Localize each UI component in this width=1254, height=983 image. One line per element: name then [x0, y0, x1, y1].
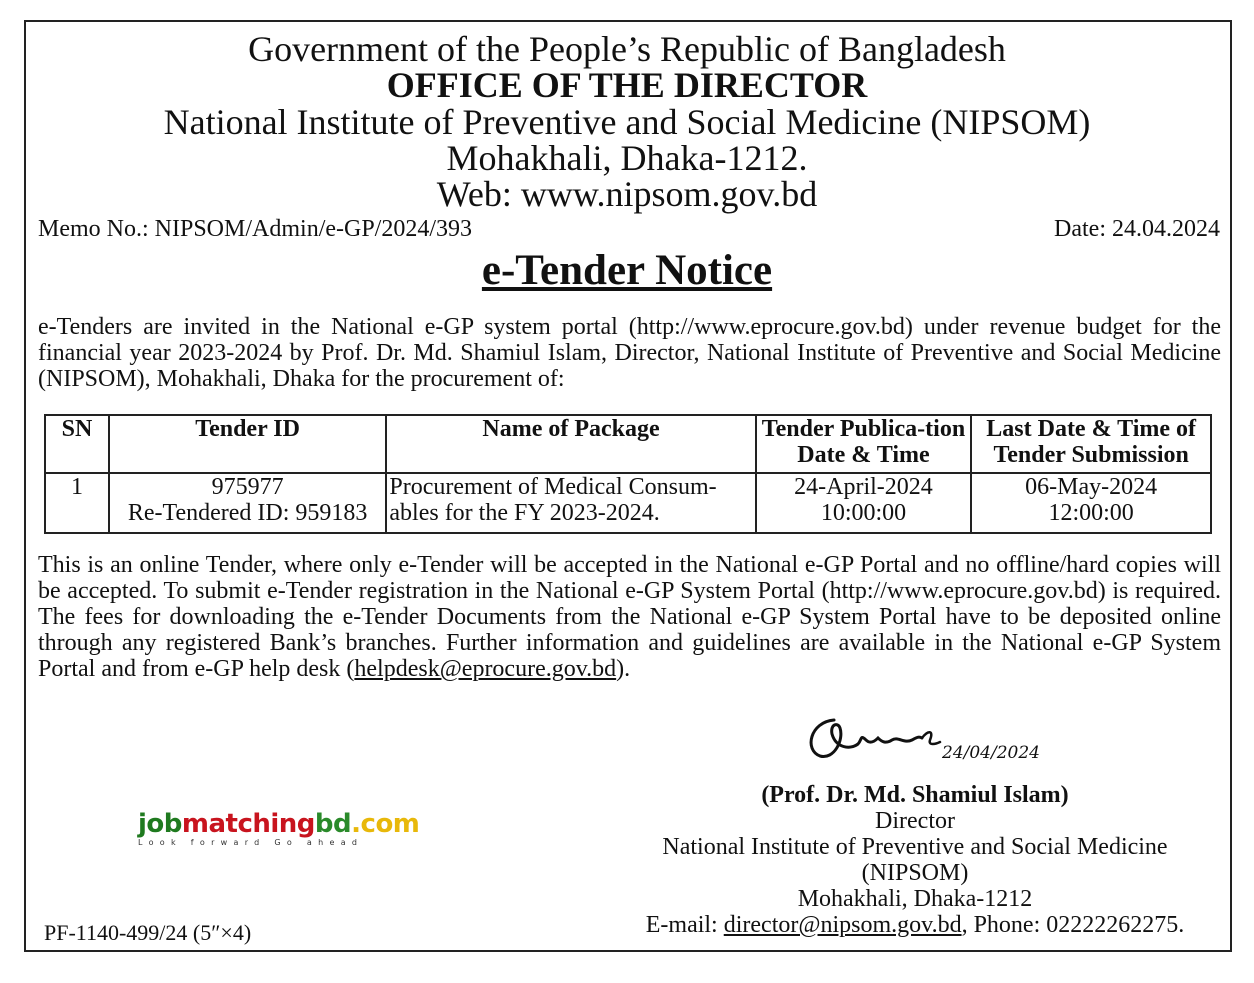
tender-id-value: 975977: [211, 474, 284, 500]
instructions-paragraph: [38, 552, 1221, 682]
notice-date: Date: 24.04.2024: [1054, 216, 1220, 242]
signatory-designation: Director: [875, 808, 955, 834]
web-heading: Web: www.nipsom.gov.bd: [436, 174, 818, 214]
cell-publication: [756, 473, 972, 533]
submission-date: 06-May-2024: [1025, 474, 1158, 500]
signatory-abbr: (NIPSOM): [861, 860, 969, 886]
tender-table: [44, 414, 1212, 534]
col-header-last-date: Last Date & Time of Tender Submission: [971, 415, 1211, 473]
signature-date: 24/04/2024: [942, 743, 1040, 763]
signatory-name: (Prof. Dr. Md. Shamiul Islam): [761, 782, 1069, 808]
col-header-publication: Tender Publica-tion Date & Time: [756, 415, 972, 473]
publication-date: 24-April-2024: [794, 474, 933, 500]
submission-time: 12:00:00: [1048, 500, 1134, 526]
page-title: e-Tender Notice: [481, 247, 773, 294]
memo-number: Memo No.: NIPSOM/Admin/e-GP/2024/393: [38, 216, 473, 242]
signatory-institute: National Institute of Preventive and Social Medicine: [662, 834, 1168, 860]
watermark-logo: [138, 810, 430, 848]
footer-code: PF-1140-499/24 (5″×4): [44, 920, 252, 945]
table-header-row: [45, 415, 1211, 473]
table-row: [45, 473, 1211, 533]
cell-last-date: [971, 473, 1211, 533]
instructions-text: This is an online Tender, where only e-Tender will be accepted in the National e-GP Portal and no offline/hard copies will be accepted. To submit e-Tender registration in the National e-GP System Portal (http://www.eprocure.gov.bd) is required. The fees for downloading the e-Tender Documents from the National e-GP System Portal have to be deposited online through any registered Bank’s branches. Further information and guidelines are available in the National e-GP System Portal and from e-GP help desk (: [38, 552, 1221, 682]
email-label: E-mail:: [645, 912, 724, 938]
director-email-link[interactable]: director@nipsom.gov.bd: [723, 912, 962, 938]
govt-heading: Government of the People’s Republic of Bangladesh: [248, 29, 1006, 69]
instructions-end: ).: [616, 656, 631, 682]
col-header-tender-id: Tender ID: [109, 415, 386, 473]
cell-sn: 1: [45, 473, 109, 533]
signatory-address: Mohakhali, Dhaka-1212: [797, 886, 1033, 912]
retender-id-value: Re-Tendered ID: 959183: [127, 500, 368, 526]
institute-heading: National Institute of Preventive and Social Medicine (NIPSOM): [163, 102, 1091, 142]
signature-image: [800, 700, 1040, 780]
office-heading: OFFICE OF THE DIRECTOR: [386, 65, 868, 105]
address-heading: Mohakhali, Dhaka-1212.: [446, 138, 808, 178]
col-header-sn: SN: [45, 415, 109, 473]
intro-paragraph: e-Tenders are invited in the National e-GP system portal (http://www.eprocure.gov.bd) under revenue budget for the financial year 2023-2024 by Prof. Dr. Md. Shamiul Islam, Director, National Institute of Preventive and Social Medicine (NIPSOM), Mohakhali, Dhaka for the procurement of:: [38, 314, 1221, 392]
cell-package: Procurement of Medical Consum-ables for the FY 2023-2024.: [386, 473, 755, 533]
publication-time: 10:00:00: [820, 500, 907, 526]
col-header-package: Name of Package: [386, 415, 755, 473]
helpdesk-email-link[interactable]: helpdesk@eprocure.gov.bd: [354, 656, 617, 682]
watermark-logo-text: jobmatchingbd.com: [138, 809, 420, 839]
phone-text: , Phone: 02222262275.: [961, 912, 1185, 938]
signatory-contact: [620, 912, 1210, 939]
watermark-tagline: Look forward Go ahead: [138, 838, 364, 847]
cell-tender-id: [109, 473, 386, 533]
